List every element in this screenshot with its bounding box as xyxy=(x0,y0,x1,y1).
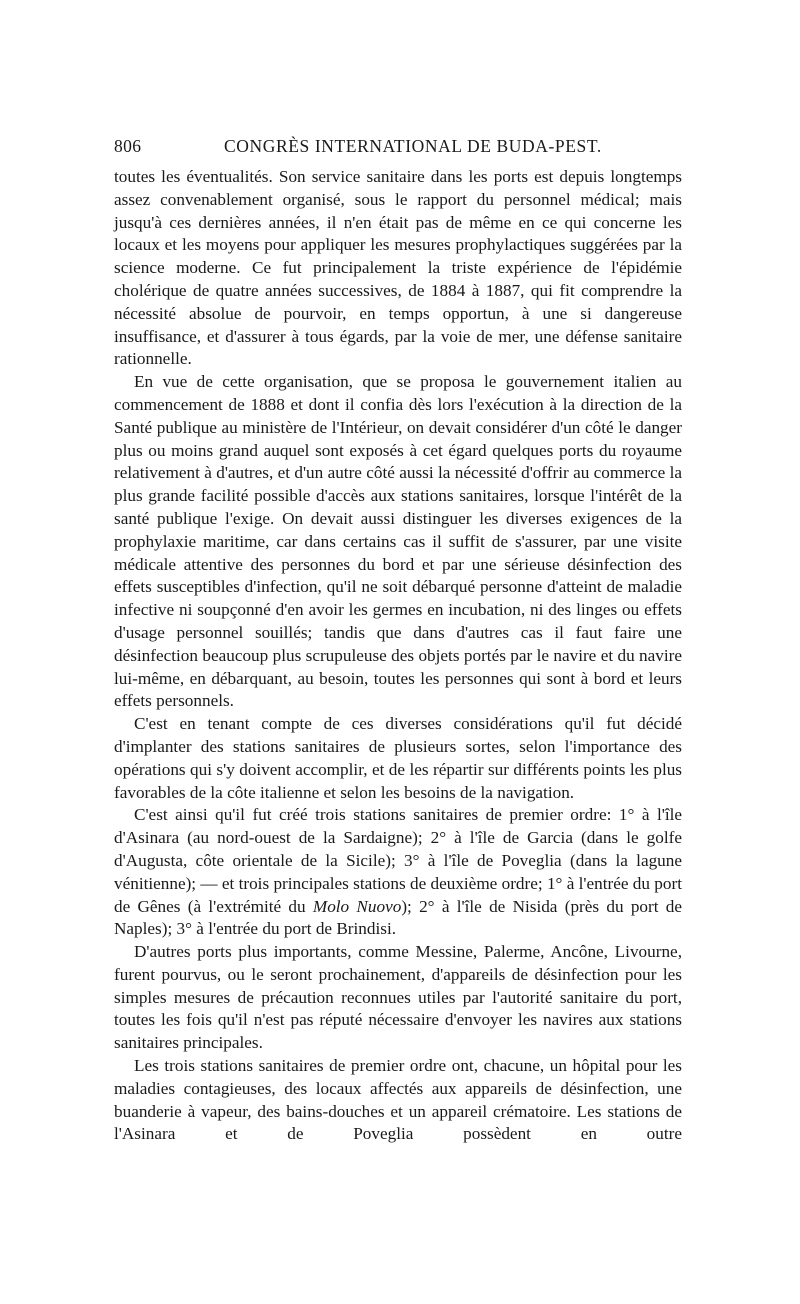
paragraph-4-italic-molo-nuovo: Molo Nuovo xyxy=(312,896,402,916)
paragraph-5: D'autres ports plus importants, comme Messine, Palerme, Ancône, Livourne, furent pourvus, ou le seront prochainement, d'appareils de désinfection pour les simples mesures de précaution reconnues utiles par l'autorité sanitaire du port, toutes les fois qu'il n'est pas réputé nécessaire d'envoyer les navires aux stations sanitaires principales. xyxy=(114,942,682,1053)
paragraph-4 xyxy=(114,804,682,941)
paragraph-2: En vue de cette organisation, que se proposa le gouvernement italien au commencement de 1888 et dont il confia dès lors l'exécution à la direction de la Santé publique au ministère de l'Intérieur, on devait considérer d'un côté le danger plus ou moins grand auquel sont exposés à cet égard quelques ports du royaume relativement à d'autres, et d'un autre côté aussi la nécessité d'offrir au commerce la plus grande facilité possible d'accès aux stations sanitaires, lorsque l'intérêt de la santé publique l'exige. On devait aussi distinguer les diverses exigences de la prophylaxie maritime, car dans certains cas il suffit de s'assurer, par une visite médicale attentive des personnes du bord et par une sérieuse désinfection des effets susceptibles d'infection, qu'il ne soit débarqué personne d'atteint de maladie infective ni soupçonné d'en avoir les germes en incubation, ni des linges ou effets d'usage personnel souillés; tandis que dans d'autres cas il faut faire une désinfection beaucoup plus scrupuleuse des objets portés par le navire et du navire lui-même, en débarquant, au besoin, toutes les personnes qui sont à bord et leurs effets personnels. xyxy=(114,372,682,711)
book-page xyxy=(114,136,682,1146)
paragraph-3: C'est en tenant compte de ces diverses considérations qu'il fut décidé d'implanter des stations sanitaires de plusieurs sortes, selon l'importance des opérations qui s'y doivent accomplir, et de les répartir sur différents points les plus favorables de la côte italienne et selon les besoins de la navigation. xyxy=(114,714,682,802)
page-number: 806 xyxy=(114,136,142,156)
paragraph-4-text-start: C'est ainsi qu'il fut créé trois stations sanitaires de premier ordre: 1° à l'île d'Asinara (au nord-ouest de la Sardaigne); 2° à l'île de Garcia (dans le golfe d'Augusta, côte orientale de la Sicile); 3° à l'île de Poveglia (dans la lagune vénitienne); — et trois principales stations de deuxième ordre; 1° à l'entrée du port de Gênes (à l'extrémité du xyxy=(114,805,682,916)
body-text xyxy=(114,166,682,1146)
running-head xyxy=(114,136,682,162)
paragraph-4-text-end: ); 2° à l'île de Nisida (près du port de Naples); 3° à l'entrée du port de Brindisi. xyxy=(114,896,683,939)
running-title: CONGRÈS INTERNATIONAL DE BUDA-PEST. xyxy=(224,136,602,156)
paragraph-6: Les trois stations sanitaires de premier ordre ont, chacune, un hôpital pour les maladies contagieuses, des locaux affectés aux appareils de désinfection, une buanderie à vapeur, des bains-douches et un appareil crématoire. Les stations de l'Asinara et de Poveglia possèdent en outre xyxy=(114,1056,682,1144)
paragraph-1: toutes les éventualités. Son service sanitaire dans les ports est depuis longtemps assez convenablement organisé, sous le rapport du personnel médical; mais jusqu'à ces dernières années, il n'en était pas de même en ce qui concerne les locaux et les moyens pour appliquer les mesures prophylactiques suggérées par la science moderne. Ce fut principalement la triste expérience de l'épidémie cholérique de quatre années successives, de 1884 à 1887, qui fit comprendre la nécessité absolue de pourvoir, en temps opportun, à une si dangereuse insuffisance, et d'assurer à tous égards, par la voie de mer, une défense sanitaire rationnelle. xyxy=(114,167,682,369)
